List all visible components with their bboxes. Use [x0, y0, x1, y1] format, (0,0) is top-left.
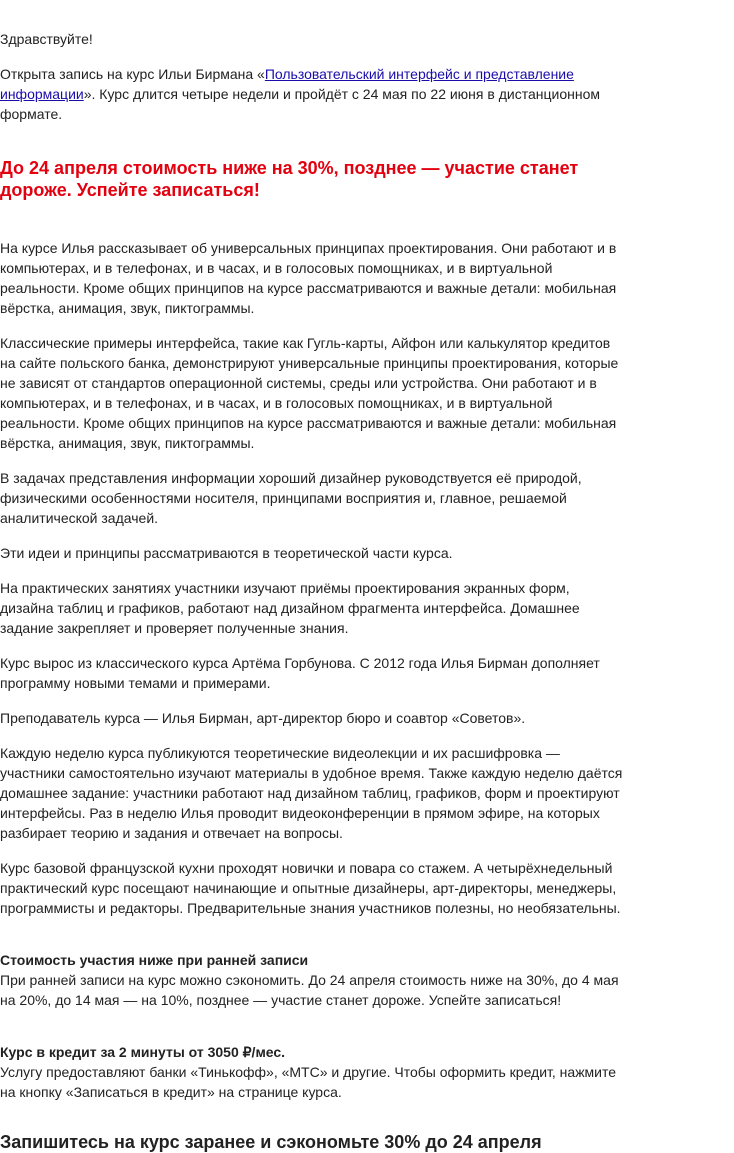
body-paragraph: Курс вырос из классического курса Артёма Горбунова. С 2012 года Илья Бирман дополняет программу новыми темами и примерами.: [0, 655, 600, 691]
body-paragraph: Преподаватель курса — Илья Бирман, арт-директор бюро и соавтор «Советов».: [0, 710, 526, 726]
early-booking-text: При ранней записи на курс можно сэкономить. До 24 апреля стоимость ниже на 30%, до 4 мая на 20%, до 14 мая — на 10%, позднее — участие станет дороже. Успейте записаться!: [0, 972, 619, 1008]
course-link[interactable]: Пользовательский интерфейс и представление информации: [0, 66, 574, 102]
credit-title: Курс в кредит за 2 минуты от 3050 ₽/мес.: [0, 1044, 286, 1060]
body-paragraph: Каждую неделю курса публикуются теоретические видеолекции и их расшифровка — участники самостоятельно изучают материалы в удобное время. Также каждую неделю даётся домашнее задание: участники работают над дизайном таблиц, графиков, форм и проектируют интерфейсы. Раз в неделю Илья проводит видеоконференции в прямом эфире, на которых разбирает теорию и задания и отвечает на вопросы.: [0, 745, 623, 841]
body-paragraph: Курс базовой французской кухни проходят новички и повара со стажем. А четырёхнедельный практический курс посещают начинающие и опытные дизайнеры, арт-директоры, менеджеры, программисты и редакторы. Предварительные знания участников полезны, но необязательны.: [0, 860, 621, 916]
final-headline: Запишитесь на курс заранее и сэкономьте 30% до 24 апреля: [0, 1132, 542, 1152]
early-booking-section: [0, 950, 625, 1010]
greeting-text: Здравствуйте!: [0, 31, 93, 47]
body-paragraph: Классические примеры интерфейса, такие как Гугль-карты, Айфон или калькулятор кредитов на сайте польского банка, демонстрируют универсальные принципы проектирования, которые не зависят от стандартов операционной системы, среды или устройства. Они работают и в компьютерах, и в телефонах, и в часах, и в голосовых помощниках, и в виртуальной реальности. Кроме общих принципов на курсе рассматриваются и важные детали: мобильная вёрстка, анимация, звук, пиктограммы.: [0, 335, 619, 451]
promo-headline: До 24 апреля стоимость ниже на 30%, позднее — участие станет дороже. Успейте записаться!: [0, 158, 579, 200]
body-paragraph: В задачах представления информации хороший дизайнер руководствуется её природой, физическими особенностями носителя, принципами восприятия и, главное, решаемой аналитической задачей.: [0, 470, 582, 526]
credit-text: Услугу предоставляют банки «Тинькофф», «МТС» и другие. Чтобы оформить кредит, нажмите на кнопку «Записаться в кредит» на странице курса.: [0, 1064, 617, 1100]
body-paragraph: На практических занятиях участники изучают приёмы проектирования экранных форм, дизайна таблиц и графиков, работают над дизайном фрагмента интерфейса. Домашнее задание закрепляет и проверяет полученные знания.: [0, 580, 580, 636]
intro-paragraph: [0, 64, 625, 124]
intro-text-after: ». Курс длится четыре недели и пройдёт с 24 мая по 22 июня в дистанционном формате.: [0, 86, 600, 122]
body-paragraph: Эти идеи и принципы рассматриваются в теоретической части курса.: [0, 545, 453, 561]
body-paragraph: На курсе Илья рассказывает об универсальных принципах проектирования. Они работают и в компьютерах, и в телефонах, и в часах, и в голосовых помощниках, и в виртуальной реальности. Кроме общих принципов на курсе рассматриваются и важные детали: мобильная вёрстка, анимация, звук, пиктограммы.: [0, 240, 617, 316]
early-booking-title: Стоимость участия ниже при ранней записи: [0, 952, 309, 968]
credit-section: [0, 1042, 625, 1102]
intro-text-before: Открыта запись на курс Ильи Бирмана «: [0, 66, 265, 82]
